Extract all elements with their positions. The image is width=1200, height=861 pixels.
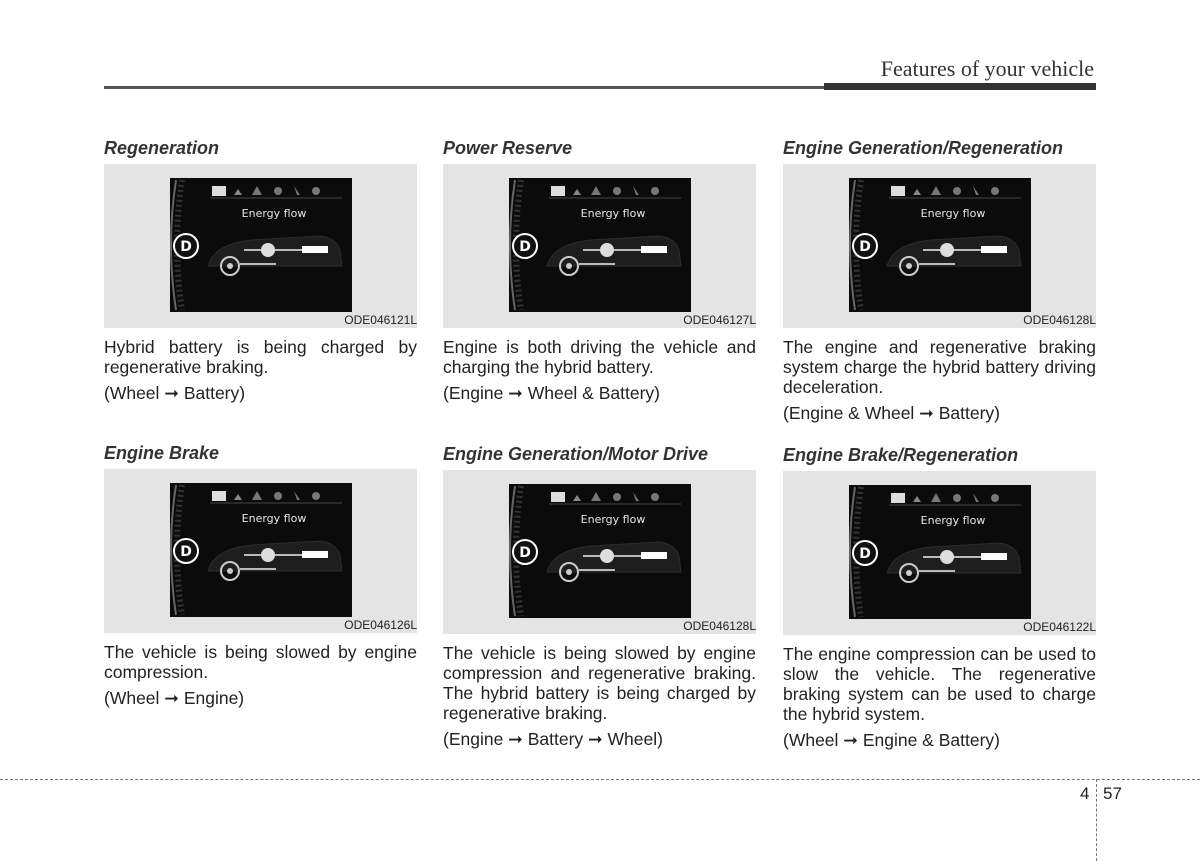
mode-title: Engine Brake	[104, 443, 220, 463]
cluster-display-image	[509, 484, 691, 618]
energy-flow-label: Energy flow	[920, 207, 986, 220]
mode-description: The engine and regenerative braking system charge the hybrid battery driving deceleration.	[783, 337, 1096, 397]
figure-panel	[104, 164, 417, 328]
cluster-display-image	[170, 178, 352, 312]
figure-code: ODE046126L	[344, 618, 417, 632]
gear-indicator: D	[519, 545, 531, 561]
header-rule-accent	[824, 83, 1096, 90]
figure-code: ODE046128L	[1023, 313, 1096, 327]
gear-indicator: D	[859, 239, 871, 255]
gear-indicator: D	[180, 239, 192, 255]
gear-indicator: D	[519, 239, 531, 255]
mode-title: Power Reserve	[443, 138, 573, 158]
energy-flow-label: Energy flow	[580, 207, 646, 220]
gear-indicator: D	[859, 546, 871, 562]
mode-description: Hybrid battery is being charged by regenerative braking.	[104, 337, 417, 377]
energy-flow-label: Energy flow	[920, 514, 986, 527]
mode-section	[783, 138, 1096, 423]
mode-description: The vehicle is being slowed by engine compression.	[104, 642, 417, 682]
mode-description: The vehicle is being slowed by engine compression and regenerative braking. The hybrid battery is being charged by regenerative braking.	[443, 643, 756, 723]
figure-code: ODE046122L	[1023, 620, 1096, 634]
mode-section	[443, 138, 756, 403]
mode-title: Regeneration	[104, 138, 220, 158]
footer-vertical-divider	[1096, 779, 1097, 861]
energy-flow-label: Energy flow	[241, 207, 307, 220]
energy-flow-direction: (Engine ➞ Wheel & Battery)	[443, 383, 660, 403]
cluster-display-image	[509, 178, 691, 312]
mode-title: Engine Generation/Motor Drive	[443, 444, 709, 464]
chapter-number: 4	[1080, 784, 1090, 803]
energy-flow-direction: (Engine & Wheel ➞ Battery)	[783, 403, 1000, 423]
mode-description: Engine is both driving the vehicle and charging the hybrid battery.	[443, 337, 756, 377]
figure-code: ODE046128L	[683, 619, 756, 633]
mode-section	[104, 138, 417, 403]
mode-section	[443, 444, 756, 749]
figure-code: ODE046121L	[344, 313, 417, 327]
figure-panel	[783, 164, 1096, 328]
footer-divider	[0, 779, 1200, 780]
energy-flow-direction: (Wheel ➞ Battery)	[104, 383, 246, 403]
mode-section	[783, 445, 1096, 750]
mode-description: The engine compression can be used to slow the vehicle. The regenerative braking system can be used to charge the hybrid system.	[783, 644, 1096, 724]
gear-indicator: D	[180, 544, 192, 560]
mode-section	[104, 443, 417, 708]
figure-panel	[443, 470, 756, 634]
cluster-display-image	[849, 178, 1031, 312]
figure-panel	[104, 469, 417, 633]
figure-code: ODE046127L	[683, 313, 756, 327]
energy-flow-label: Energy flow	[580, 513, 646, 526]
page-number: 57	[1103, 784, 1122, 803]
figure-panel	[443, 164, 756, 328]
mode-title: Engine Generation/Regeneration	[783, 138, 1064, 158]
cluster-display-image	[849, 485, 1031, 619]
energy-flow-direction: (Wheel ➞ Engine)	[104, 688, 245, 708]
cluster-display-image	[170, 483, 352, 617]
running-header: Features of your vehicle	[880, 56, 1094, 81]
mode-title: Engine Brake/Regeneration	[783, 445, 1019, 465]
energy-flow-direction: (Wheel ➞ Engine & Battery)	[783, 730, 1000, 750]
energy-flow-label: Energy flow	[241, 512, 307, 525]
energy-flow-direction: (Engine ➞ Battery ➞ Wheel)	[443, 729, 663, 749]
figure-panel	[783, 471, 1096, 635]
